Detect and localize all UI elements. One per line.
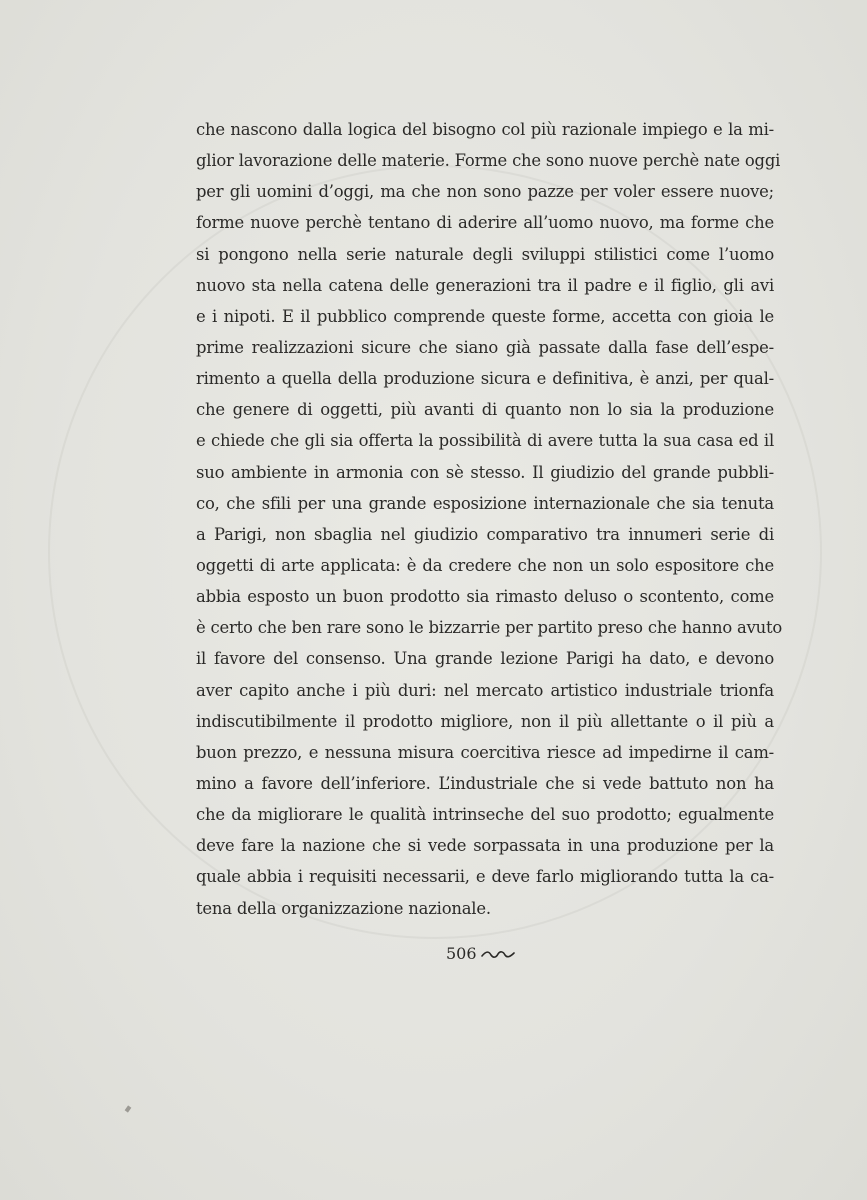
text-line: che genere di oggetti, più avanti di quanto non lo sia la produzione — [196, 400, 774, 420]
text-line: co, che sfili per una grande esposizione internazionale che sia tenuta — [196, 493, 774, 513]
text-line: oggetti di arte applicata: è da credere che non un solo espositore che — [196, 555, 774, 575]
page-number — [446, 944, 515, 963]
text-line: tena della organizzazione nazionale. — [196, 898, 491, 918]
text-line: è certo che ben rare sono le bizzarrie per partito preso che hanno avuto — [196, 618, 783, 638]
text-line: abbia esposto un buon prodotto sia rimasto deluso o scontento, come — [196, 587, 774, 607]
text-line: forme nuove perchè tentano di aderire all’uomo nuovo, ma forme che — [196, 213, 774, 233]
text-line: prime realizzazioni sicure che siano già passate dalla fase dell’espe- — [196, 337, 774, 357]
text-line: che da migliorare le qualità intrinseche del suo prodotto; egualmente — [196, 805, 774, 825]
text-line: il favore del consenso. Una grande lezione Parigi ha dato, e devono — [196, 649, 774, 669]
text-line: che nascono dalla logica del bisogno col più razionale impiego e la mi- — [196, 120, 774, 139]
text-line: e i nipoti. E il pubblico comprende queste forme, accetta con gioia le — [196, 306, 774, 326]
text-line: suo ambiente in armonia con sè stesso. Il giudizio del grande pubbli- — [196, 462, 774, 482]
text-line: rimento a quella della produzione sicura e definitiva, è anzi, per qual- — [196, 369, 774, 389]
page-number-label: 506 — [446, 944, 477, 963]
body-text — [196, 114, 783, 924]
text-line: mino a favore dell’inferiore. L’industriale che si vede battuto non ha — [196, 773, 774, 793]
text-line: per gli uomini d’oggi, ma che non sono pazze per voler essere nuove; — [196, 182, 774, 202]
text-line: nuovo sta nella catena delle generazioni tra il padre e il figlio, gli avi — [196, 275, 774, 295]
text-line: indiscutibilmente il prodotto migliore, non il più allettante o il più a — [196, 711, 774, 731]
paper-speck — [125, 1105, 132, 1112]
flourish-ornament-icon — [481, 947, 515, 961]
text-line: si pongono nella serie naturale degli sviluppi stilistici come l’uomo — [196, 244, 774, 264]
text-line: quale abbia i requisiti necessarii, e deve farlo migliorando tutta la ca- — [196, 867, 774, 887]
text-line: deve fare la nazione che si vede sorpassata in una produzione per la — [196, 836, 774, 856]
text-line: a Parigi, non sbaglia nel giudizio comparativo tra innumeri serie di — [196, 524, 774, 544]
text-line: aver capito anche i più duri: nel mercato artistico industriale trionfa — [196, 680, 774, 700]
text-line: e chiede che gli sia offerta la possibilità di avere tutta la sua casa ed il — [196, 431, 774, 451]
text-line: buon prezzo, e nessuna misura coercitiva riesce ad impedirne il cam- — [196, 742, 774, 762]
text-line: glior lavorazione delle materie. Forme che sono nuove perchè nate oggi — [196, 151, 781, 171]
